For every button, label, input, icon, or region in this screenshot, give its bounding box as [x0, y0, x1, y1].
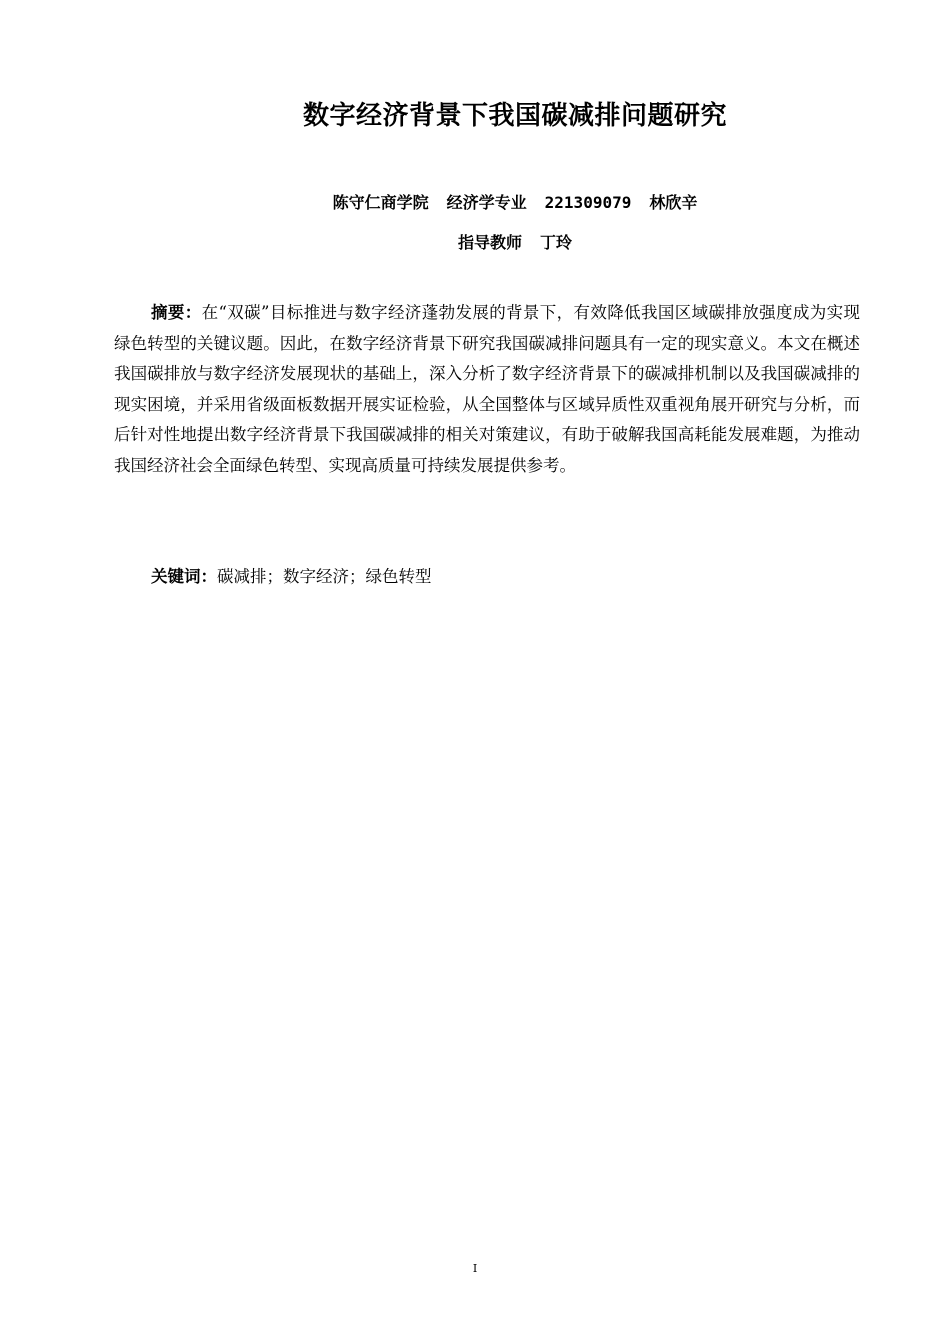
advisor-name: 丁玲: [540, 233, 573, 252]
keywords-text: 碳减排；数字经济；绿色转型: [217, 567, 432, 586]
school-name: 陈守仁商学院: [332, 193, 429, 212]
abstract-label: 摘要：: [151, 303, 202, 322]
author-line: [112, 191, 918, 215]
advisor-line: [112, 231, 918, 255]
keywords-line: [151, 562, 432, 592]
paper-title: 数字经济背景下我国碳减排问题研究: [302, 101, 727, 131]
author-name: 林欣辛: [649, 193, 698, 212]
keywords-label: 关键词：: [151, 567, 217, 586]
page-number: I: [472, 1262, 478, 1275]
advisor-label: 指导教师: [457, 233, 522, 252]
abstract-paragraph: [114, 298, 860, 481]
abstract-text: 在“双碳”目标推进与数字经济蓬勃发展的背景下，有效降低我国区域碳排放强度成为实现绿色转型的关键议题。因此，在数字经济背景下研究我国碳减排问题具有一定的现实意义。本文在概述我国碳排放与数字经济发展现状的基础上，深入分析了数字经济背景下的碳减排机制以及我国碳减排的现实困境，并采用省级面板数据开展实证检验，从全国整体与区域异质性双重视角展开研究与分析，而后针对性地提出数字经济背景下我国碳减排的相关对策建议，有助于破解我国高耗能发展难题，为推动我国经济社会全面绿色转型、实现高质量可持续发展提供参考。: [114, 303, 861, 475]
major-name: 经济学专业: [446, 193, 527, 212]
student-id: 221309079: [544, 193, 632, 212]
